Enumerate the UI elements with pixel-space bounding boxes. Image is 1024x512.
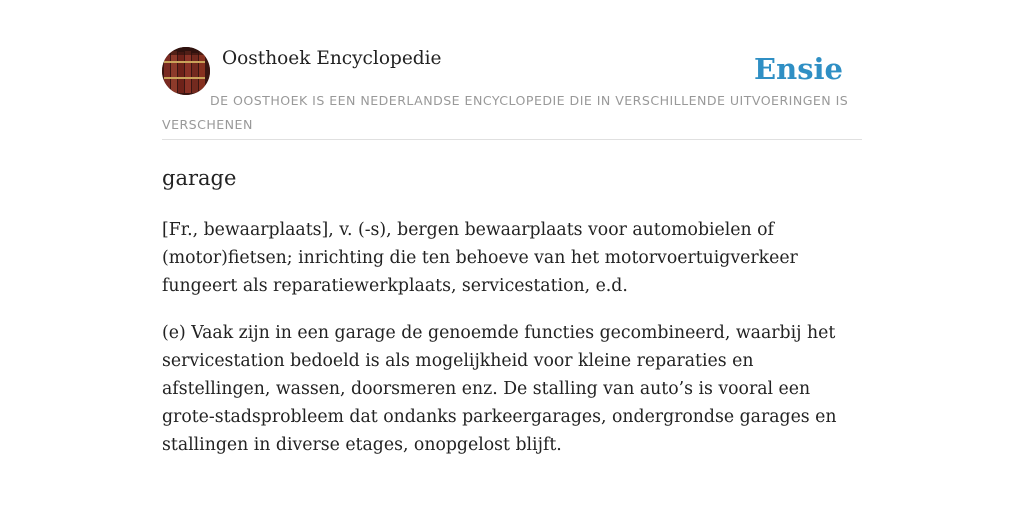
brand-logo[interactable]: Ensie [754, 52, 843, 86]
encyclopedia-books-icon [162, 47, 210, 95]
avatar[interactable] [162, 47, 210, 95]
entry-paragraph: (e) Vaak zijn in een garage de genoemde functies gecombineerd, waarbij het servicestation bedoeld is als mogelijkheid voor kleine reparaties en afstellingen, wassen, doorsmeren enz. De stalling van auto’s is vooral een grote-stadsprobleem dat ondanks parkeergarages, ondergrondse garages en stallingen in diverse etages, onopgelost blijft. [162, 323, 837, 455]
entry-title: garage [162, 166, 237, 190]
entry-paragraph: [Fr., bewaarplaats], v. (-s), bergen bewaarplaats voor automobielen of (motor)fietsen; inrichting die ten behoeve van het motorvoertuigverkeer fungeert als reparatiewerkplaats, servicestation, e.d. [162, 220, 798, 296]
site-title[interactable]: Oosthoek Encyclopedie [222, 48, 442, 69]
header [162, 47, 862, 140]
site-subtitle: DE OOSTHOEK IS EEN NEDERLANDSE ENCYCLOPEDIE DIE IN VERSCHILLENDE UITVOERINGEN IS VERSCHENEN [162, 93, 849, 132]
